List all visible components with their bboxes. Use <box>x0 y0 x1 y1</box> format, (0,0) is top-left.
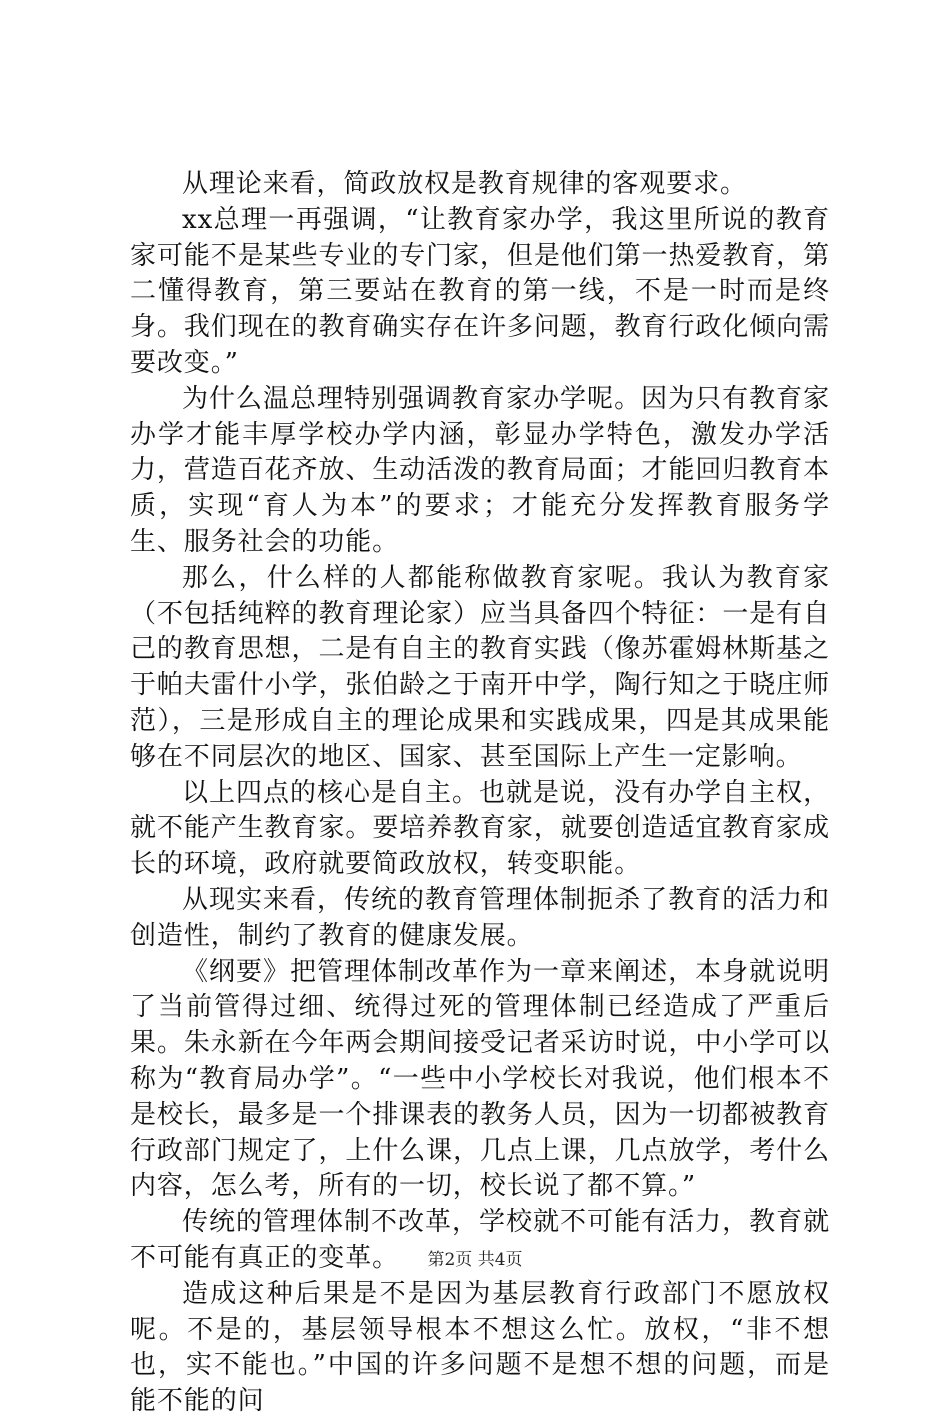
paragraph: 传统的管理体制不改革，学校就不可能有活力，教育就不可能有真正的变革。 <box>130 1207 830 1273</box>
page-indicator: 第2页 共4页 <box>427 1250 523 1270</box>
page-footer <box>0 1245 950 1270</box>
paragraph: 《纲要》把管理体制改革作为一章来阐述，本身就说明了当前管得过细、统得过死的管理体制已经造成了严重后果。朱永新在今年两会期间接受记者采访时说，中小学可以称为“教育局办学”。“一些中小学校长对我说，他们根本不是校长，最多是一个排课表的教务人员，因为一切都被教育行政部门规定了，上什么课，几点上课，几点放学，考什么内容，怎么考，所有的一切，校长说了都不算。” <box>130 956 830 1202</box>
paragraph: 为什么温总理特别强调教育家办学呢。因为只有教育家办学才能丰厚学校办学内涵，彰显办学特色，激发办学活力，营造百花齐放、生动活泼的教育局面；才能回归教育本质，实现“育人为本”的要求；才能充分发挥教育服务学生、服务社会的功能。 <box>130 383 830 557</box>
paragraph: 那么，什么样的人都能称做教育家呢。我认为教育家（不包括纯粹的教育理论家）应当具备四个特征：一是有自己的教育思想，二是有自主的教育实践（像苏霍姆林斯基之于帕夫雷什小学，张伯龄之于南开中学，陶行知之于晓庄师范），三是形成自主的理论成果和实践成果，四是其成果能够在不同层次的地区、国家、甚至国际上产生一定影响。 <box>130 562 830 772</box>
paragraph: 造成这种后果是不是因为基层教育行政部门不愿放权呢。不是的，基层领导根本不想这么忙。放权，“非不想也，实不能也。”中国的许多问题不是想不想的问题，而是能不能的问 <box>130 1278 830 1417</box>
paragraph: xx总理一再强调，“让教育家办学，我这里所说的教育家可能不是某些专业的专门家，但是他们第一热爱教育，第二懂得教育，第三要站在教育的第一线，不是一时而是终身。我们现在的教育确实存在许多问题，教育行政化倾向需要改变。” <box>130 204 830 378</box>
paragraph: 从理论来看，简政放权是教育规律的客观要求。 <box>182 169 747 199</box>
paragraph: 以上四点的核心是自主。也就是说，没有办学自主权，就不能产生教育家。要培养教育家，就要创造适宜教育家成长的环境，政府就要简政放权，转变职能。 <box>130 777 830 880</box>
document-body <box>130 167 830 1420</box>
paragraph: 从现实来看，传统的教育管理体制扼杀了教育的活力和创造性，制约了教育的健康发展。 <box>130 884 830 951</box>
